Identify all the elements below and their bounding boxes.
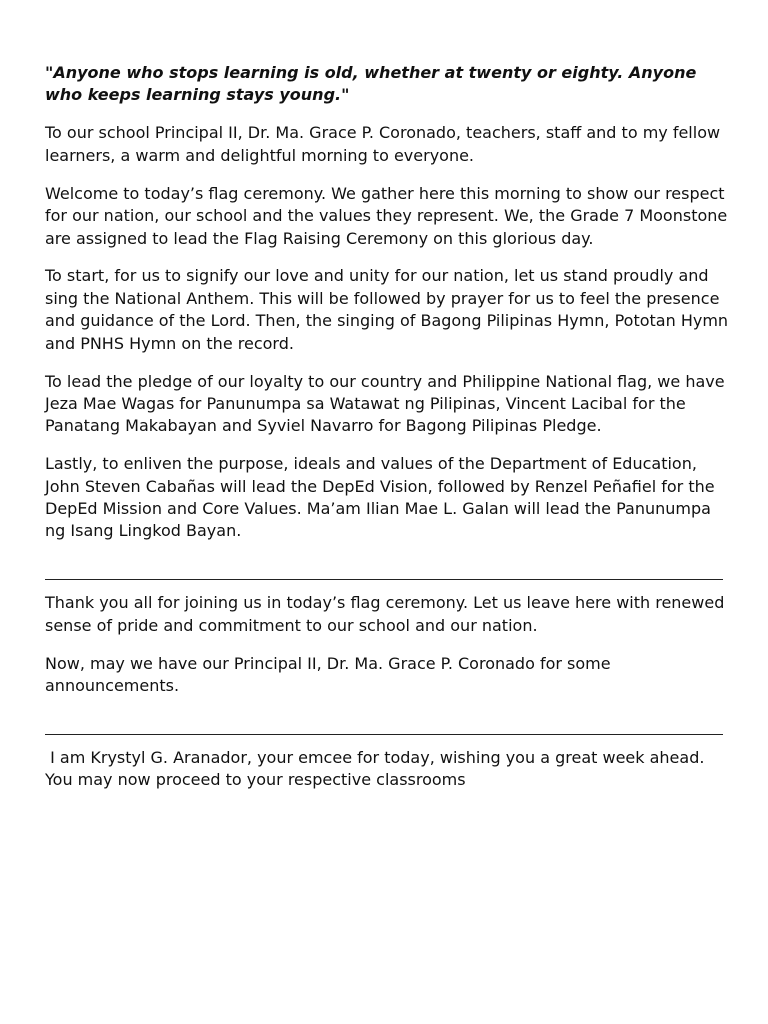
pledge-paragraph: To lead the pledge of our loyalty to our country and Philippine National flag, we have Jeza Mae Wagas for Panunumpa sa Watawat ng Pilipinas, Vincent Lacibal for the Panatang Makabayan and Syviel Navarro for Bagong Pilipinas Pledge. <box>45 371 730 436</box>
separator-line-2 <box>45 713 735 735</box>
quote-text: Anyone who stops learning is old, whether at twenty or eighty. Anyone who keeps learning stays young. <box>45 63 697 104</box>
deped-paragraph: Lastly, to enliven the purpose, ideals and values of the Department of Education, John Steven Cabañas will lead the DepEd Vision, followed by Renzel Peñafiel for the DepEd Mission and Core Values. Ma’am Ilian Mae L. Galan will lead the Panunumpa ng Isang Lingkod Bayan. <box>45 454 725 541</box>
announcements-paragraph: Now, may we have our Principal II, Dr. Ma. Grace P. Coronado for some announcements. <box>45 653 616 696</box>
quote-open-mark: " <box>45 63 54 82</box>
thanks-paragraph: Thank you all for joining us in today’s flag ceremony. Let us leave here with renewed sense of pride and commitment to our school and our nation. <box>45 593 730 635</box>
quote-close-mark: " <box>341 85 350 104</box>
separator-stroke <box>45 734 723 735</box>
anthem-paragraph: To start, for us to signify our love and unity for our nation, let us stand proudly and sing the National Anthem. This will be followed by prayer for us to feel the presence and guidance of the Lord. Then, the singing of Bagong Pilipinas Hymn, Pototan Hymn and PNHS Hymn on the record. <box>45 266 734 353</box>
opening-quote <box>45 62 735 106</box>
document-body <box>45 62 735 807</box>
separator-line-1 <box>45 558 735 580</box>
welcome-paragraph: Welcome to today’s flag ceremony. We gather here this morning to show our respect for our nation, our school and the values they represent. We, the Grade 7 Moonstone are assigned to lead the Flag Raising Ceremony on this glorious day. <box>45 183 733 248</box>
greeting-paragraph: To our school Principal II, Dr. Ma. Grace P. Coronado, teachers, staff and to my fellow learners, a warm and delightful morning to everyone. <box>45 123 726 165</box>
separator-stroke <box>45 579 723 580</box>
closing-paragraph: I am Krystyl G. Aranador, your emcee for today, wishing you a great week ahead. You may now proceed to your respective classrooms <box>45 748 710 790</box>
